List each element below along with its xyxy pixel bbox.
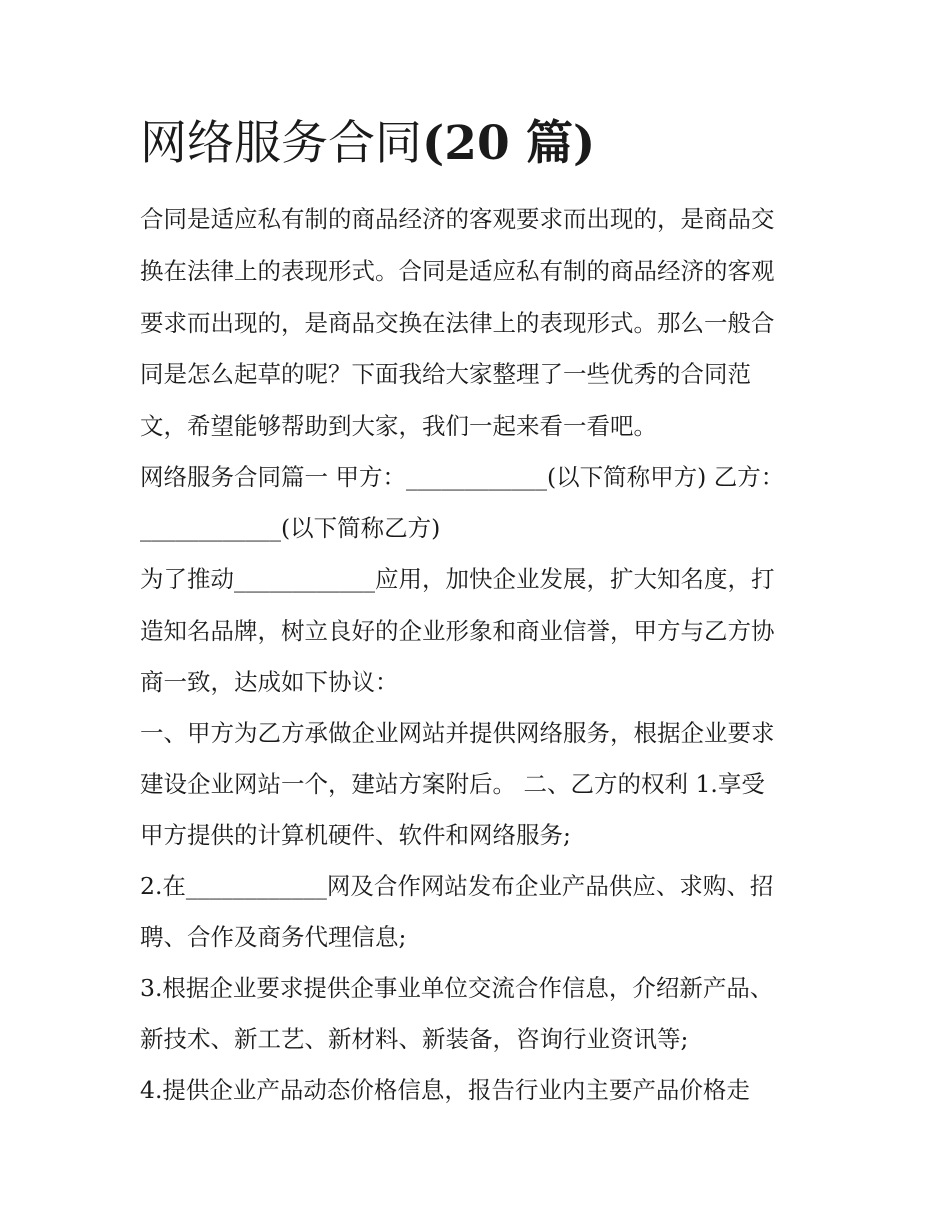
paragraph-line: 聘、合作及商务代理信息; xyxy=(140,923,407,951)
paragraph-line: 甲方提供的计算机硬件、软件和网络服务; xyxy=(140,821,571,849)
paragraph-line: 网络服务合同篇一 甲方：____________(以下简称甲方) 乙方： xyxy=(140,463,785,491)
paragraph-line: 造知名品牌，树立良好的企业形象和商业信誉，甲方与乙方协 xyxy=(140,617,775,645)
paragraph-line: 要求而出现的，是商品交换在法律上的表现形式。那么一般合 xyxy=(140,309,775,337)
paragraph-line: 一、甲方为乙方承做企业网站并提供网络服务，根据企业要求 xyxy=(140,719,775,747)
paragraph-line: ____________(以下简称乙方) xyxy=(140,514,441,542)
paragraph-line: 文，希望能够帮助到大家，我们一起来看一看吧。 xyxy=(140,412,657,440)
title-count: (20 篇) xyxy=(422,116,596,171)
paragraph-line: 为了推动____________应用，加快企业发展，扩大知名度，打 xyxy=(140,565,775,593)
paragraph-line: 2.在____________网及合作网站发布企业产品供应、求购、招 xyxy=(140,872,774,900)
paragraph-line: 新技术、新工艺、新材料、新装备，咨询行业资讯等; xyxy=(140,1025,689,1053)
paragraph-line: 同是怎么起草的呢？下面我给大家整理了一些优秀的合同范 xyxy=(140,360,751,388)
paragraph-line: 3.根据企业要求提供企事业单位交流合作信息，介绍新产品、 xyxy=(140,974,774,1002)
document-title xyxy=(140,114,595,174)
title-main: 网络服务合同 xyxy=(140,116,422,171)
paragraph-line: 商一致，达成如下协议： xyxy=(140,668,399,696)
paragraph-line: 合同是适应私有制的商品经济的客观要求而出现的，是商品交 xyxy=(140,205,775,233)
paragraph-line: 建设企业网站一个，建站方案附后。 二、乙方的权利 1.享受 xyxy=(140,770,765,798)
paragraph-line: 4.提供企业产品动态价格信息，报告行业内主要产品价格走 xyxy=(140,1076,750,1104)
paragraph-line: 换在法律上的表现形式。合同是适应私有制的商品经济的客观 xyxy=(140,257,775,285)
